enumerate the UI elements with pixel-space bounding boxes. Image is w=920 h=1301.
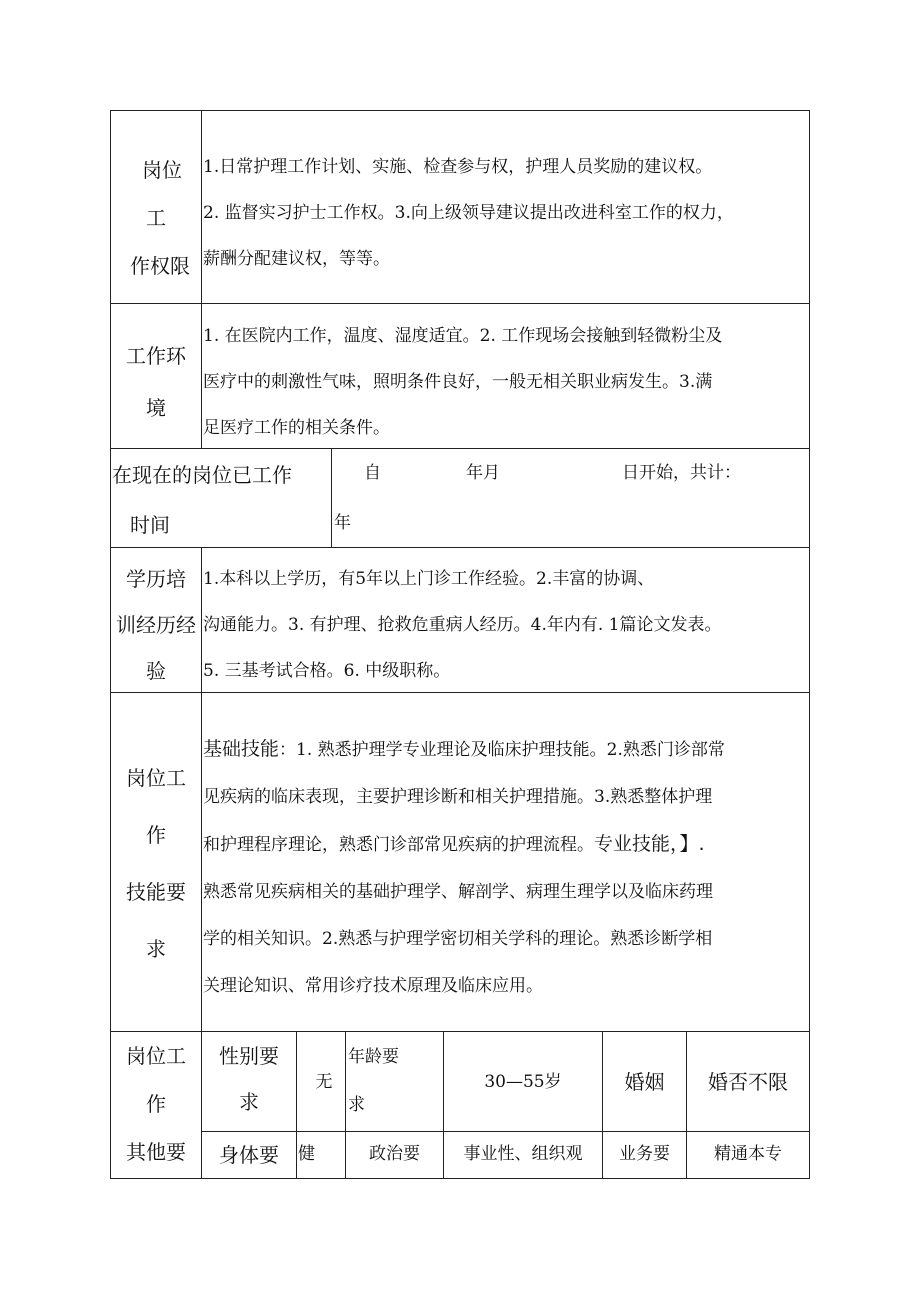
gender-label-line: 性别要 xyxy=(219,1044,279,1068)
authority-label-line: 工 xyxy=(146,206,166,230)
environment-label-line: 境 xyxy=(146,396,166,420)
authority-line: 薪酬分配建议权，等等。 xyxy=(203,249,390,269)
skills-line: 熟悉常见疾病相关的基础护理学、解剖学、病理生理学以及临床药理 xyxy=(203,882,713,902)
basic-skills-heading: 基础技能 xyxy=(203,738,280,760)
skills-line-text: ：1. 熟悉护理学专业理论及临床护理技能。2.熟悉门诊部常 xyxy=(279,740,725,760)
skills-label xyxy=(112,750,200,978)
tenure-label-line1: 在现在的岗位已工作 xyxy=(112,463,292,487)
age-value: 30—55岁 xyxy=(484,1072,562,1092)
environment-line: 1. 在医院内工作，温度、湿度适宜。2. 工作现场会接触到轻微粉尘及 xyxy=(203,326,723,346)
authority-line: 1.日常护理工作计划、实施、检查参与权，护理人员奖励的建议权。 xyxy=(203,157,713,177)
skills-content xyxy=(203,726,808,1010)
age-label xyxy=(348,1033,443,1129)
education-line: 沟通能力。3. 有护理、抢救危重病人经历。4.年内有. 1篇论文发表。 xyxy=(203,615,722,635)
business-value: 精通本专 xyxy=(714,1144,782,1164)
education-content xyxy=(203,556,808,694)
marriage-label: 婚姻 xyxy=(624,1070,665,1094)
other-label-line: 岗位工 xyxy=(126,1044,186,1068)
education-line: 1.本科以上学历，有5年以上门诊工作经验。2.丰富的协调、 xyxy=(203,569,655,589)
age-label-line: 求 xyxy=(348,1095,365,1115)
professional-skills-heading: 专业技能， xyxy=(594,833,680,855)
marriage-value: 婚否不限 xyxy=(708,1070,788,1094)
skills-label-line: 技能要 xyxy=(126,880,186,904)
politics-label: 政治要 xyxy=(369,1144,420,1164)
education-label-line: 学历培 xyxy=(126,567,186,591)
authority-line: 2. 监督实习护士工作权。3.向上级领导建议提出改进科室工作的权力， xyxy=(203,203,734,223)
age-label-line: 年龄要 xyxy=(348,1047,399,1067)
skills-line xyxy=(203,726,808,774)
body-label: 身体要 xyxy=(219,1143,279,1167)
education-label-line: 验 xyxy=(146,659,166,683)
gender-value: 无 xyxy=(315,1072,333,1092)
environment-label-line: 工作环 xyxy=(126,344,186,368)
education-line: 5. 三基考试合格。6. 中级职称。 xyxy=(203,661,451,681)
authority-content xyxy=(203,144,808,282)
authority-label-line: 岗位 xyxy=(142,158,182,182)
other-label xyxy=(112,1032,200,1176)
other-label-line: 其他要 xyxy=(126,1140,186,1164)
gender-label-line: 求 xyxy=(239,1090,259,1114)
politics-value: 事业性、组织观 xyxy=(463,1144,583,1164)
skills-line: 见疾病的临床表现，主要护理诊断和相关护理措施。3.熟悉整体护理 xyxy=(203,787,713,807)
environment-label xyxy=(112,330,200,434)
environment-line: 医疗中的刺激性气味，照明条件良好，一般无相关职业病发生。3.满 xyxy=(203,372,713,392)
business-label: 业务要 xyxy=(619,1144,670,1164)
education-label-line: 训经历经 xyxy=(116,613,196,637)
tenure-start-total: 日开始，共计： xyxy=(622,463,741,483)
education-label xyxy=(112,556,200,694)
tenure-label xyxy=(112,450,330,550)
skills-label-line: 求 xyxy=(146,937,166,961)
environment-line: 足医疗工作的相关条件。 xyxy=(203,418,390,438)
body-value: 健 xyxy=(298,1144,315,1164)
skills-label-line: 作 xyxy=(146,823,166,847)
authority-label-line: 作权限 xyxy=(130,254,190,278)
tenure-year: 年 xyxy=(334,513,351,533)
tenure-from: 自 xyxy=(364,463,381,483)
other-label-line: 作 xyxy=(146,1092,166,1116)
tenure-year-month: 年月 xyxy=(466,463,500,483)
skills-line-text: 和护理程序理论，熟悉门诊部常见疾病的护理流程。 xyxy=(203,835,594,855)
skills-line: 学的相关知识。2.熟悉与护理学密切相关学科的理论。熟悉诊断学相 xyxy=(203,929,713,949)
environment-content xyxy=(203,313,808,451)
skills-label-line: 岗位工 xyxy=(126,766,186,790)
skills-line: 关理论知识、常用诊疗技术原理及临床应用。 xyxy=(203,976,543,996)
skills-line xyxy=(203,821,808,869)
skills-line-text: 】. xyxy=(679,833,705,855)
tenure-label-line2: 时间 xyxy=(130,513,170,537)
authority-label xyxy=(112,146,200,290)
gender-label xyxy=(202,1033,296,1125)
